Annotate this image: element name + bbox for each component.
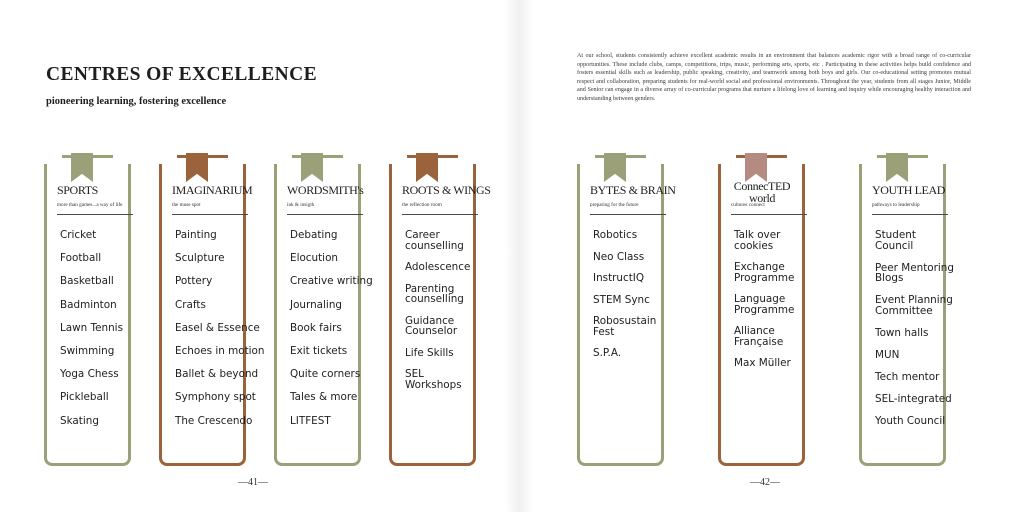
list-item: Event Planning Committee xyxy=(875,294,953,317)
list-item: Quite corners xyxy=(290,368,361,381)
card-connected-world xyxy=(718,155,805,466)
card-notch xyxy=(155,152,177,164)
list-item: Elocution xyxy=(290,252,339,265)
list-item: Neo Class xyxy=(593,250,645,263)
card-list xyxy=(290,230,398,439)
bookmark-tab-icon xyxy=(604,153,626,182)
card-imaginarium xyxy=(159,155,265,466)
list-item: Peer Mentoring Blogs xyxy=(875,261,954,285)
card-title: YOUTH LEAD xyxy=(872,183,945,197)
card-divider xyxy=(57,214,133,215)
list-item: Skating xyxy=(60,414,99,427)
page-number-left: —41— xyxy=(238,477,268,488)
list-item: Life Skills xyxy=(405,346,454,359)
card-divider xyxy=(731,214,807,215)
card-divider xyxy=(590,214,666,215)
card-notch xyxy=(343,152,365,164)
list-item: The Crescendo xyxy=(175,414,253,427)
card-tagline: ink & insigth xyxy=(287,202,315,208)
bookmark-tab-icon xyxy=(301,153,323,182)
card-list xyxy=(175,230,283,439)
card-title: IMAGINARIUM xyxy=(172,183,253,197)
list-item: Swimming xyxy=(60,344,115,357)
card-youth-lead xyxy=(859,155,954,466)
list-item: Crafts xyxy=(175,298,206,311)
list-item: Alliance Française xyxy=(734,325,784,348)
card-list xyxy=(875,230,983,438)
list-item: Youth Council xyxy=(875,415,946,428)
card-tagline: preparing for the future xyxy=(590,202,639,208)
intro-paragraph: At our school, students consistently achieve excellent academic results in an environment that balances academic rigor with a broad range of co-curricular opportunities. These include clubs, camps, competitions, trips, music, performing arts, sports, etc . Participating in these activities helps build confidence and fosters essential skills such as leadership, public speaking, creativity, and teamwork among both boys and girls. Our co-educational setting promotes mutual respect and collaboration, preparing students for real-world social and professional environments. Throughout the year, students from all stages Junior, Middle and Senior can engage in a diverse array of co-curricular programs that nurture a lifelong love of learning and inquiry while encouraging healthy interaction and understanding between genders. xyxy=(577,53,971,102)
list-item: STEM Sync xyxy=(593,293,650,306)
page-number-right: —42— xyxy=(750,477,780,488)
card-notch xyxy=(40,152,62,164)
card-divider xyxy=(402,214,478,215)
card-list xyxy=(734,230,842,380)
list-item: Tech mentor xyxy=(875,370,940,383)
list-item: MUN xyxy=(875,348,900,361)
card-tagline: cultures connect xyxy=(731,202,765,208)
card-sports xyxy=(44,155,131,466)
list-item: Cricket xyxy=(60,229,97,241)
card-title: SPORTS xyxy=(57,183,98,197)
list-item: Badminton xyxy=(60,298,117,311)
list-item: Max Müller xyxy=(734,357,791,369)
list-item: S.P.A. xyxy=(593,347,622,359)
list-item: Yoga Chess xyxy=(60,368,119,381)
list-item: Symphony spot xyxy=(175,391,256,404)
card-title: ROOTS & WINGS xyxy=(402,183,491,197)
card-notch xyxy=(787,152,809,164)
list-item: Painting xyxy=(175,229,217,241)
bookmark-tab-icon xyxy=(886,153,908,182)
bookmark-tab-icon xyxy=(186,153,208,182)
card-notch xyxy=(270,152,292,164)
list-item: SEL-integrated xyxy=(875,393,952,406)
card-notch xyxy=(855,152,877,164)
card-tagline: pathways to leadership xyxy=(872,202,920,208)
list-item: Basketball xyxy=(60,275,114,288)
list-item: Echoes in motion xyxy=(175,344,265,357)
card-list xyxy=(405,230,513,401)
card-notch xyxy=(113,152,135,164)
bookmark-tab-icon xyxy=(71,153,93,182)
card-tagline: more than games...a way of life xyxy=(57,202,123,208)
card-list xyxy=(60,230,168,439)
list-item: Easel & Essence xyxy=(175,321,260,334)
list-item: Parenting counselling xyxy=(405,282,464,305)
card-notch xyxy=(458,152,480,164)
card-roots-and-wings xyxy=(389,155,491,466)
list-item: Creative writing xyxy=(290,275,373,288)
card-divider xyxy=(172,214,248,215)
page-subtitle: pioneering learning, fostering excellence xyxy=(46,96,227,107)
list-item: Adolescence xyxy=(405,261,471,273)
card-notch xyxy=(646,152,668,164)
list-item: SEL Workshops xyxy=(405,368,462,391)
list-item: Journaling xyxy=(290,298,343,311)
card-title: BYTES & BRAIN xyxy=(590,183,676,197)
list-item: Language Programme xyxy=(734,293,795,316)
list-item: Sculpture xyxy=(175,252,225,265)
card-wordsmiths xyxy=(274,155,373,466)
list-item: Town halls xyxy=(875,326,929,339)
list-item: Exchange Programme xyxy=(734,261,795,284)
card-notch xyxy=(228,152,250,164)
list-item: Debating xyxy=(290,229,338,241)
card-divider xyxy=(287,214,363,215)
card-notch xyxy=(385,152,407,164)
card-notch xyxy=(573,152,595,164)
list-item: Robosustain Fest xyxy=(593,315,657,338)
list-item: Student Council xyxy=(875,229,916,252)
list-item: Pottery xyxy=(175,275,213,288)
card-divider xyxy=(872,214,948,215)
card-title: ConnecTED world xyxy=(733,179,791,205)
list-item: Talk over cookies xyxy=(734,229,781,252)
card-notch xyxy=(928,152,950,164)
list-item: InstructIQ xyxy=(593,272,645,284)
list-item: Pickleball xyxy=(60,391,109,404)
card-title: WORDSMITH's xyxy=(287,183,364,197)
list-item: LITFEST xyxy=(290,414,331,427)
list-item: Career counselling xyxy=(405,229,464,252)
list-item: Tales & more xyxy=(290,391,358,404)
list-item: Exit tickets xyxy=(290,344,348,357)
card-bytes-and-brain xyxy=(577,155,676,466)
list-item: Lawn Tennis xyxy=(60,321,123,334)
list-item: Football xyxy=(60,252,102,265)
list-item: Book fairs xyxy=(290,321,342,334)
card-tagline: the muse spot xyxy=(172,202,201,208)
card-list xyxy=(593,230,701,370)
card-notch xyxy=(714,152,736,164)
bookmark-tab-icon xyxy=(745,153,767,182)
list-item: Guidance Counselor xyxy=(405,314,458,337)
list-item: Ballet & beyond xyxy=(175,368,259,381)
bookmark-tab-icon xyxy=(416,153,438,182)
list-item: Robotics xyxy=(593,229,638,241)
card-tagline: the reflection room xyxy=(402,202,442,208)
page-title: CENTRES OF EXCELLENCE xyxy=(46,64,317,85)
